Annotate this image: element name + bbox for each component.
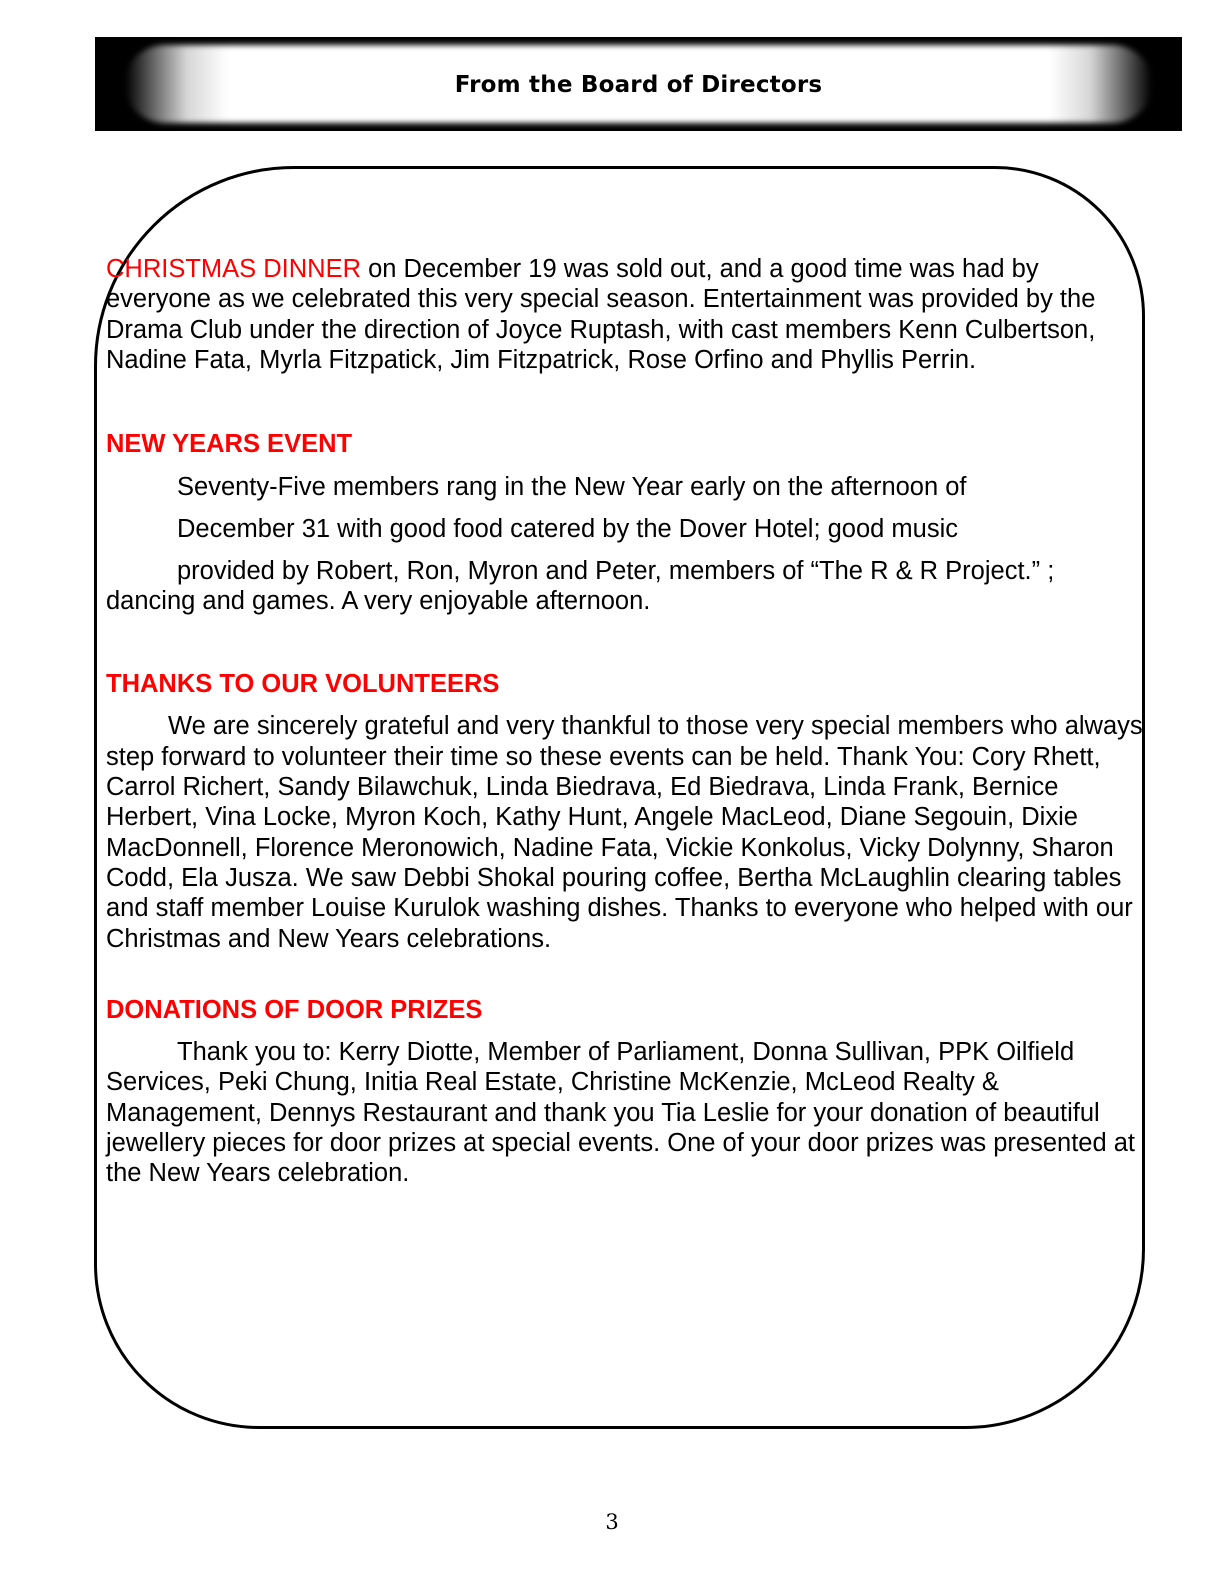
christmas-paragraph	[106, 254, 1146, 375]
christmas-body: on December 19 was sold out, and a good time was had by everyone as we celebrated this very special season. Entertainment was provided by the Drama Club under the direction of Joyce Ruptash, with cast members Kenn Culbertson, Nadine Fata, Myrla Fitzpatick, Jim Fitzpatrick, Rose Orfino and Phyllis Perrin.	[106, 255, 1096, 374]
volunteers-paragraph: We are sincerely grateful and very thankful to those very special members who always step forward to volunteer their time so these events can be held. Thank You: Cory Rhett, Carrol Richert, Sandy Bilawchuk, Linda Biedrava, Ed Biedrava, Linda Frank, Bernice Herbert, Vina Locke, Myron Koch, Kathy Hunt, Angele MacLeod, Diane Segouin, Dixie MacDonnell, Florence Meronowich, Nadine Fata, Vickie Konkolus, Vicky Dolynny, Sharon Codd, Ela Jusza. We saw Debbi Shokal pouring coffee, Bertha McLaughlin clearing tables and staff member Louise Kurulok washing dishes. Thanks to everyone who helped with our Christmas and New Years celebrations.	[106, 712, 1143, 953]
volunteers-heading: THANKS TO OUR VOLUNTEERS	[106, 670, 500, 699]
banner-title: From the Board of Directors	[454, 72, 823, 98]
donations-heading: DONATIONS OF DOOR PRIZES	[106, 995, 483, 1024]
christmas-heading: CHRISTMAS DINNER	[106, 255, 362, 283]
new-years-line-3: provided by Robert, Ron, Myron and Peter, members of “The R & R Project.” ;	[177, 557, 1055, 586]
new-years-heading: NEW YEARS EVENT	[106, 430, 353, 459]
header-banner	[95, 37, 1182, 131]
new-years-line-2: December 31 with good food catered by the Dover Hotel; good music	[177, 515, 959, 544]
page-number: 3	[605, 1510, 619, 1534]
donations-paragraph: Thank you to: Kerry Diotte, Member of Parliament, Donna Sullivan, PPK Oilfield Services, Peki Chung, Initia Real Estate, Christine McKenzie, McLeod Realty & Management, Dennys Restaurant and thank you Tia Leslie for your donation of beautiful jewellery pieces for door prizes at special events. One of your door prizes was presented at the New Years celebration.	[106, 1038, 1136, 1188]
new-years-line-1: Seventy-Five members rang in the New Year early on the afternoon of	[177, 473, 967, 502]
content-body	[106, 254, 1146, 1189]
new-years-line-4: dancing and games. A very enjoyable afternoon.	[106, 587, 651, 616]
